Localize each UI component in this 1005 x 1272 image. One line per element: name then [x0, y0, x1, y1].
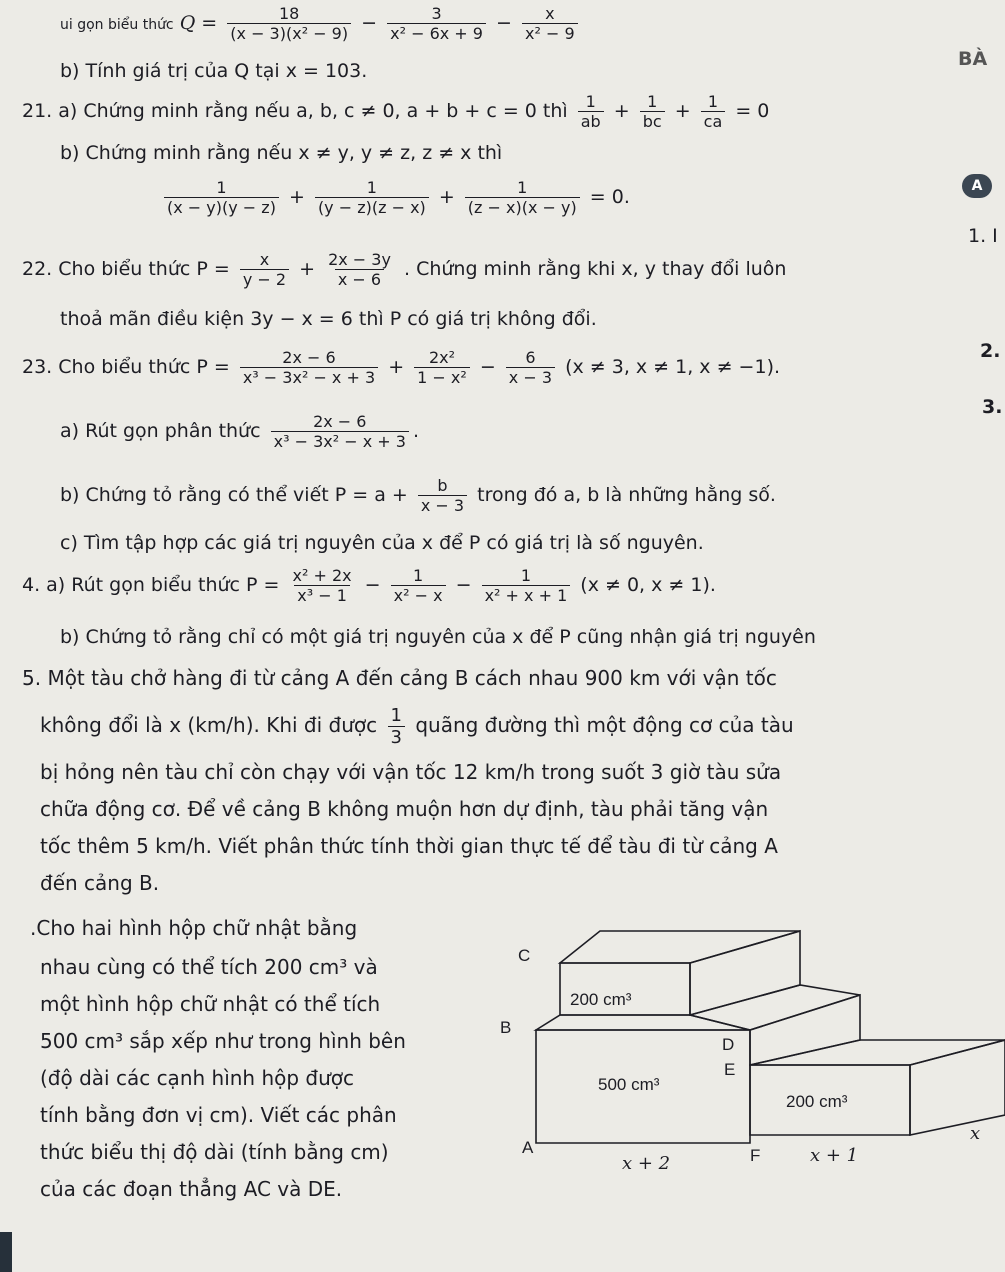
denominator: x − 6	[335, 269, 384, 289]
problem-21a: 21. a) Chứng minh rằng nếu a, b, c ≠ 0, a + b + c = 0 thì $\frac{1}{ab}$ + $\frac{1}{bc}$ + $\frac{1}{ca}$ = 0	[22, 92, 770, 131]
fraction	[506, 348, 555, 387]
denominator: (z − x)(x − y)	[465, 197, 580, 217]
denominator: x³ − 3x² − x + 3	[240, 367, 378, 387]
fraction	[240, 348, 378, 387]
top-box-side	[690, 931, 800, 1015]
problem-26-line8: của các đoạn thẳng AC và DE.	[40, 1177, 343, 1201]
section-badge-a: A	[962, 174, 992, 198]
left-edge-bar	[0, 1232, 12, 1272]
fraction	[240, 250, 289, 289]
denominator: x − 3	[418, 495, 467, 515]
numerator: 3	[431, 4, 442, 23]
denominator: x² − 9	[522, 23, 578, 43]
problem-23-head: 23. Cho biểu thức P =	[22, 356, 230, 378]
denominator: x − 3	[506, 367, 555, 387]
point-e-label: E	[724, 1060, 736, 1079]
denominator: (x − y)(y − z)	[164, 197, 279, 217]
point-c-label: C	[518, 946, 531, 965]
numerator: 2x²	[428, 348, 455, 367]
var-q: Q	[179, 12, 196, 34]
problem-23: 23. Cho biểu thức P = $\frac{2x - 6}{\text{x³ − 3x² − x + 3}}$ + $\frac{\text{2x²}}{\text{1 − x²}}$ − $\frac{6}{x - 3}$ (x ≠ 3, x ≠ 1, x ≠ −1).	[22, 348, 781, 387]
fraction	[290, 566, 355, 605]
fraction	[414, 348, 470, 387]
problem-24a: 4. a) Rút gọn biểu thức P = $\frac{\text{x² + 2x}}{\text{x³ − 1}}$ − $\frac{1}{\text{x² − x}}$ − $\frac{1}{\text{x² + x + 1}}$ (x ≠ 0, x ≠ 1).	[22, 566, 716, 605]
problem-22-tail: . Chứng minh rằng khi x, y thay đổi luôn	[403, 258, 787, 280]
fraction	[325, 250, 394, 289]
numerator: x	[259, 250, 270, 269]
numerator: 1	[366, 178, 377, 197]
problem-23-condition: (x ≠ 3, x ≠ 1, x ≠ −1).	[565, 356, 781, 378]
fraction	[391, 566, 446, 605]
denominator: y − 2	[240, 269, 289, 289]
problem-23c: c) Tìm tập hợp các giá trị nguyên của x để P có giá trị là số nguyên.	[60, 532, 704, 554]
problem-25-line2	[40, 705, 794, 748]
fraction	[465, 178, 580, 217]
denominator: 1 − x²	[414, 367, 470, 387]
denominator: (x − 3)(x² − 9)	[227, 23, 351, 43]
fraction	[482, 566, 571, 605]
problem-23a-text: a) Rút gọn phân thức	[60, 420, 261, 442]
denominator: x² − 6x + 9	[387, 23, 486, 43]
header-fragment: ui gọn biểu thức	[60, 17, 174, 33]
fraction	[227, 4, 351, 43]
length-x-plus-1-label: x + 1	[810, 1145, 859, 1166]
point-d-label: D	[722, 1035, 735, 1054]
denominator: (y − z)(z − x)	[315, 197, 429, 217]
length-x-label: x	[970, 1123, 981, 1144]
large-box-volume-label: 500 cm³	[598, 1075, 660, 1094]
problem-24b: b) Chứng tỏ rằng chỉ có một giá trị nguyên của x để P cũng nhận giá trị nguyên	[60, 626, 816, 648]
problem-26-line6: tính bằng đơn vị cm). Viết các phân	[40, 1103, 397, 1127]
problem-24-condition: (x ≠ 0, x ≠ 1).	[580, 574, 716, 596]
fraction	[315, 178, 429, 217]
numerator: x	[545, 4, 555, 23]
denominator: ab	[578, 111, 604, 131]
problem-21a-text: 21. a) Chứng minh rằng nếu a, b, c ≠ 0, a + b + c = 0 thì	[22, 100, 568, 122]
problem-26-line7: thức biểu thị độ dài (tính bằng cm)	[40, 1140, 389, 1164]
fraction-one-third	[388, 705, 405, 748]
problem-20b: b) Tính giá trị của Q tại x = 103.	[60, 60, 368, 82]
fraction	[418, 476, 467, 515]
numerator: 1	[517, 178, 528, 197]
equals-zero: = 0	[735, 100, 770, 122]
numerator: 6	[525, 348, 536, 367]
right-box-volume-label: 200 cm³	[786, 1092, 848, 1111]
right-box-top	[750, 1040, 1005, 1065]
fraction	[578, 92, 604, 131]
problem-23b-tail: trong đó a, b là những hằng số.	[477, 484, 776, 506]
problem-26-line2: nhau cùng có thể tích 200 cm³ và	[40, 955, 378, 979]
numerator: 1	[216, 178, 227, 197]
numerator: 2x − 6	[313, 412, 367, 431]
problem-22: 22. Cho biểu thức P = $\frac{x}{y - 2}$ + $\frac{2x - 3y}{x - 6}$ . Chứng minh rằng khi x, y thay đổi luôn	[22, 250, 787, 289]
problem-26-line4: 500 cm³ sắp xếp như trong hình bên	[40, 1029, 406, 1053]
problem-25-line4: chữa động cơ. Để về cảng B không muộn hơn dự định, tàu phải tăng vận	[40, 797, 769, 821]
problem-25-line1: 5. Một tàu chở hàng đi từ cảng A đến cảng B cách nhau 900 km với vận tốc	[22, 666, 777, 690]
side-fragment-ba: BÀ	[958, 48, 988, 70]
problem-26-line5: (độ dài các cạnh hình hộp được	[40, 1066, 355, 1090]
point-a-label: A	[522, 1138, 534, 1157]
large-box-top-right	[690, 985, 860, 1030]
denominator: 3	[388, 726, 405, 748]
large-box-side	[750, 995, 860, 1065]
equals-zero: = 0.	[589, 186, 630, 208]
problem-25-line2b: quãng đường thì một động cơ của tàu	[415, 713, 794, 737]
side-fragment-3: 3.	[982, 396, 1003, 418]
fraction	[164, 178, 279, 217]
denominator: x³ − 1	[294, 585, 350, 605]
numerator: 1	[585, 92, 596, 111]
problem-25-line3: bị hỏng nên tàu chỉ còn chạy với vận tốc 12 km/h trong suốt 3 giờ tàu sửa	[40, 760, 782, 784]
side-fragment-2: 2.	[980, 340, 1001, 362]
fraction	[701, 92, 726, 131]
fraction	[271, 412, 409, 451]
point-b-label: B	[500, 1018, 512, 1037]
problem-22-line2: thoả mãn điều kiện 3y − x = 6 thì P có giá trị không đổi.	[60, 308, 597, 330]
problem-21b: b) Chứng minh rằng nếu x ≠ y, y ≠ z, z ≠ x thì	[60, 142, 503, 164]
fraction	[522, 4, 578, 43]
problem-23b	[60, 476, 776, 515]
denominator: ca	[701, 111, 726, 131]
problem-26-line1: .Cho hai hình hộp chữ nhật bằng	[30, 916, 358, 940]
problem-21b-equation: $\frac{1}{(x - y)(y - z)}$ + $\frac{1}{(y - z)(z - x)}$ + $\frac{1}{(z - x)(x - y)}$ = 0.	[160, 178, 630, 217]
length-x-plus-2-label: x + 2	[622, 1153, 671, 1174]
side-fragment-1: 1. I	[968, 225, 998, 247]
numerator: 1	[520, 566, 531, 585]
top-box-top	[560, 931, 800, 963]
numerator: 18	[279, 4, 300, 23]
point-f-label: F	[750, 1146, 761, 1165]
problem-25-line2a: không đổi là x (km/h). Khi đi được	[40, 713, 378, 737]
problem-22-head: 22. Cho biểu thức P =	[22, 258, 230, 280]
fraction	[387, 4, 486, 43]
problem-20-header: ui gọn biểu thức Q = $\frac{18}{\text{(x − 3)(x² − 9)}}$ − $\frac{3}{\text{x² − 6x + 9}}$ − $\frac{x}{\text{x² − 9}}$	[60, 4, 582, 43]
numerator: 1	[707, 92, 719, 111]
problem-25-line5: tốc thêm 5 km/h. Viết phân thức tính thời gian thực tế để tàu đi từ cảng A	[40, 834, 778, 858]
numerator: 1	[647, 92, 658, 111]
numerator: b	[437, 476, 448, 495]
problem-26-line3: một hình hộp chữ nhật có thể tích	[40, 992, 381, 1016]
numerator: 2x − 3y	[328, 250, 391, 269]
numerator: 1	[390, 705, 402, 726]
fraction	[640, 92, 665, 131]
problem-25-line6: đến cảng B.	[40, 871, 160, 895]
denominator: x² − x	[391, 585, 446, 605]
stacked-boxes-figure	[500, 915, 1005, 1185]
problem-24a-head: 4. a) Rút gọn biểu thức P =	[22, 574, 280, 596]
denominator: x² + x + 1	[482, 585, 571, 605]
denominator: x³ − 3x² − x + 3	[271, 431, 409, 451]
numerator: 2x − 6	[282, 348, 336, 367]
right-box-side	[910, 1040, 1005, 1135]
numerator: x² + 2x	[292, 566, 352, 585]
denominator: bc	[640, 111, 665, 131]
top-box-volume-label: 200 cm³	[570, 990, 632, 1009]
numerator: 1	[413, 566, 424, 585]
problem-23b-head: b) Chứng tỏ rằng có thể viết P = a +	[60, 484, 408, 506]
problem-23a: a) Rút gọn phân thức $\frac{2x - 6}{\text{x³ − 3x² − x + 3}}$ .	[60, 412, 419, 451]
